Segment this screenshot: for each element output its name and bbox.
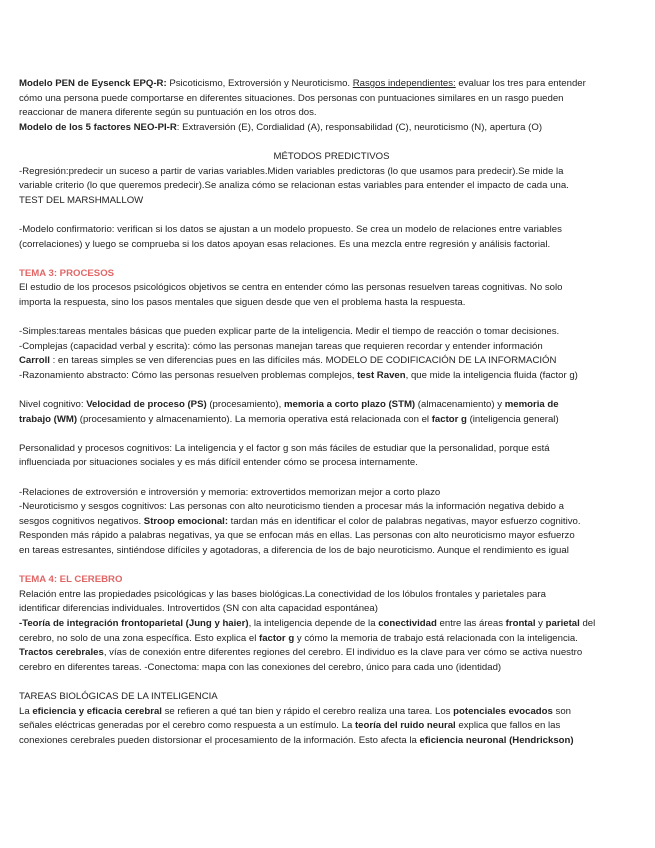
bold-term: frontal — [505, 617, 536, 629]
text-run: : en tareas simples se ven diferencias pues en las difíciles más. MODELO DE CODIFICACIÓN DE LA INFORMACIÓN — [49, 355, 557, 367]
text-line — [19, 92, 644, 107]
bold-term: factor g — [259, 632, 295, 644]
text-line — [19, 486, 644, 501]
text-run: MÉTODOS PREDICTIVOS — [273, 150, 390, 162]
text-line — [19, 442, 644, 457]
text-run: cerebro, no solo de una zona específica. Esto explica el — [19, 632, 259, 644]
bold-term: eficiencia y eficacia cerebral — [32, 705, 162, 717]
text-run: TAREAS BIOLÓGICAS DE LA INTELIGENCIA — [19, 690, 218, 702]
text-line — [19, 194, 644, 209]
text-line — [19, 719, 644, 734]
text-run: evaluar los tres para entender — [455, 78, 586, 89]
bold-term: -Teoría de integración frontoparietal (Jung y haier) — [19, 617, 249, 629]
text-run: importa la respuesta, sino los pasos mentales que siguen desde que ven el problema hasta la respuesta. — [19, 296, 466, 308]
text-line — [19, 602, 644, 617]
text-run: Responden más rápido a palabras negativas, ya que se enfocan más en ellas. Las personas con alto neuroticismo mayor esfuerzo — [19, 530, 575, 542]
text-run: tardan más en identificar el color de palabras negativas, mayor esfuerzo cognitivo. — [228, 515, 581, 527]
text-run: cómo una persona puede comportarse en diferentes situaciones. Dos personas con puntuaciones similares en un rasgo pueden — [19, 92, 564, 104]
blank-line — [19, 559, 644, 574]
text-run: del — [579, 617, 596, 629]
text-line — [19, 515, 644, 530]
text-line — [19, 179, 644, 194]
bold-term: Carroll — [19, 355, 50, 367]
bold-term: Modelo PEN de Eysenck EPQ-R: — [19, 78, 167, 89]
blank-line — [19, 311, 644, 326]
text-line — [19, 646, 644, 661]
text-run: : Extraversión (E), Cordialidad (A), responsabilidad (C), neuroticismo (N), apertura (O) — [176, 121, 543, 133]
text-run: entre las áreas — [436, 617, 506, 629]
text-run: (procesamiento), — [206, 399, 284, 411]
text-run: cerebro en diferentes tareas. -Conectoma: mapa con las conexiones del cerebro, único para cada uno (identidad) — [19, 661, 502, 673]
bold-term: conectividad — [378, 617, 437, 629]
text-line — [19, 354, 644, 369]
document-page — [19, 77, 644, 748]
text-line — [19, 529, 644, 544]
bold-term: memoria a corto plazo (STM) — [284, 399, 416, 411]
text-run: y — [535, 617, 546, 629]
text-line — [19, 690, 644, 705]
text-run: (inteligencia general) — [466, 413, 559, 425]
text-line — [19, 281, 644, 296]
text-run: -Modelo confirmatorio: verifican si los datos se ajustan a un modelo propuesto. Se crea un modelo de relaciones entre variables — [19, 223, 562, 235]
text-run: (procesamiento y almacenamiento). La memoria operativa está relacionada con el — [77, 413, 432, 425]
text-run: explica que fallos en las — [455, 720, 561, 732]
text-run: -Regresión:predecir un suceso a partir de varias variables.Miden variables predictoras (lo que usamos para predecir).Se mide la — [19, 165, 564, 177]
text-line — [19, 223, 644, 238]
text-run: El estudio de los procesos psicológicos objetivos se centra en entender cómo las personas resuelven tareas cognitivas. No solo — [19, 282, 563, 294]
text-line — [19, 369, 644, 384]
text-line — [19, 398, 644, 413]
text-run: sesgos cognitivos negativos. — [19, 515, 144, 527]
blank-line — [19, 208, 644, 223]
text-line — [19, 267, 644, 282]
text-run: variable criterio (lo que queremos predecir).Se analiza cómo se relacionan estas variables para entender el impacto de cada una. — [19, 180, 569, 192]
text-run: , la inteligencia depende de la — [248, 617, 379, 629]
text-line — [19, 77, 644, 92]
text-line — [19, 150, 644, 165]
text-run: -Neuroticismo y sesgos cognitivos: Las personas con alto neuroticismo tienden a procesar más la información negativa debido a — [19, 501, 564, 513]
text-line — [19, 340, 644, 355]
blank-line — [19, 675, 644, 690]
text-line — [19, 661, 644, 676]
section-heading: TEMA 4: EL CEREBRO — [19, 574, 123, 586]
text-run: reaccionar de manera diferente según su puntuación en los otros dos. — [19, 107, 317, 119]
text-line — [19, 296, 644, 311]
bold-term: memoria de — [504, 399, 559, 411]
bold-term: Tractos cerebrales — [19, 647, 104, 659]
text-run: -Complejas (capacidad verbal y escrita): cómo las personas manejan tareas que requieren recordar y entender información — [19, 340, 543, 352]
text-run: (correlaciones) y luego se comprueba si los datos apoyan esas relaciones. Es una mezcla entre regresión y análisis factorial. — [19, 238, 551, 250]
text-run: señales eléctricas generadas por el cerebro como respuesta a un estímulo. La — [19, 720, 355, 732]
text-run: Psicoticismo, Extroversión y Neuroticismo. — [166, 78, 353, 89]
bold-term: parietal — [545, 617, 580, 629]
text-line — [19, 456, 644, 471]
text-run: se refieren a qué tan bien y rápido el cerebro realiza una tarea. Los — [161, 705, 454, 717]
blank-line — [19, 383, 644, 398]
text-line — [19, 632, 644, 647]
text-line — [19, 413, 644, 428]
blank-line — [19, 252, 644, 267]
bold-term: potenciales evocados — [453, 705, 553, 717]
bold-term: Modelo de los 5 factores NEO-PI-R — [19, 121, 177, 133]
text-run: (almacenamiento) y — [415, 399, 505, 411]
text-run: TEST DEL MARSHMALLOW — [19, 194, 144, 206]
text-run: La — [19, 705, 33, 717]
text-run: identificar diferencias individuales. Introvertidos (SN con alta capacidad espontánea) — [19, 603, 378, 615]
text-line — [19, 734, 644, 749]
bold-term: teoría del ruido neural — [354, 720, 456, 732]
text-line — [19, 500, 644, 515]
bold-term: test Raven — [357, 369, 406, 381]
text-run: -Razonamiento abstracto: Cómo las personas resuelven problemas complejos, — [19, 369, 358, 381]
text-run: , vías de conexión entre diferentes regiones del cerebro. El individuo es la clave para ver cómo se activa nuestro — [103, 647, 583, 659]
section-heading: TEMA 3: PROCESOS — [19, 267, 115, 279]
blank-line — [19, 471, 644, 486]
bold-term: Stroop emocional: — [143, 515, 229, 527]
bold-term: trabajo (WM) — [19, 413, 78, 425]
bold-term: Velocidad de proceso (PS) — [86, 399, 207, 411]
bold-term: factor g — [431, 413, 467, 425]
text-run: son — [552, 705, 572, 717]
text-run: Nivel cognitivo: — [19, 399, 87, 411]
text-run: y cómo la memoria de trabajo está relacionada con la inteligencia. — [294, 632, 578, 644]
bold-term: eficiencia neuronal (Hendrickson) — [419, 734, 574, 746]
text-line — [19, 544, 644, 559]
underlined-term: Rasgos independientes: — [352, 78, 456, 89]
text-run: conexiones cerebrales pueden distorsionar el procesamiento de la información. Esto afecta la — [19, 734, 420, 746]
blank-line — [19, 135, 644, 150]
text-run: , que mide la inteligencia fluida (factor g) — [405, 369, 578, 381]
text-run: -Relaciones de extroversión e introversión y memoria: extrovertidos memorizan mejor a corto plazo — [19, 486, 441, 498]
text-line — [19, 573, 644, 588]
text-run: en tareas estresantes, sintiéndose difíciles y agotadoras, a diferencia de los de bajo neuroticismo. Aunque el rendimiento es igual — [19, 545, 569, 556]
text-line — [19, 106, 644, 121]
text-line — [19, 617, 644, 632]
text-run: Relación entre las propiedades psicológicas y las bases biológicas.La conectividad de los lóbulos frontales y parietales para — [19, 588, 546, 600]
text-run: -Simples:tareas mentales básicas que pueden explicar parte de la inteligencia. Medir el tiempo de reacción o tomar decisiones. — [19, 326, 560, 338]
text-line — [19, 165, 644, 180]
text-line — [19, 588, 644, 603]
text-run: influenciada por situaciones sociales y es más difícil entender cómo se procesa internamente. — [19, 457, 418, 469]
text-run: Personalidad y procesos cognitivos: La inteligencia y el factor g son más fáciles de estudiar que la personalidad, porque está — [19, 442, 550, 454]
text-line — [19, 325, 644, 340]
blank-line — [19, 427, 644, 442]
text-line — [19, 705, 644, 720]
text-line — [19, 121, 644, 136]
text-line — [19, 238, 644, 253]
